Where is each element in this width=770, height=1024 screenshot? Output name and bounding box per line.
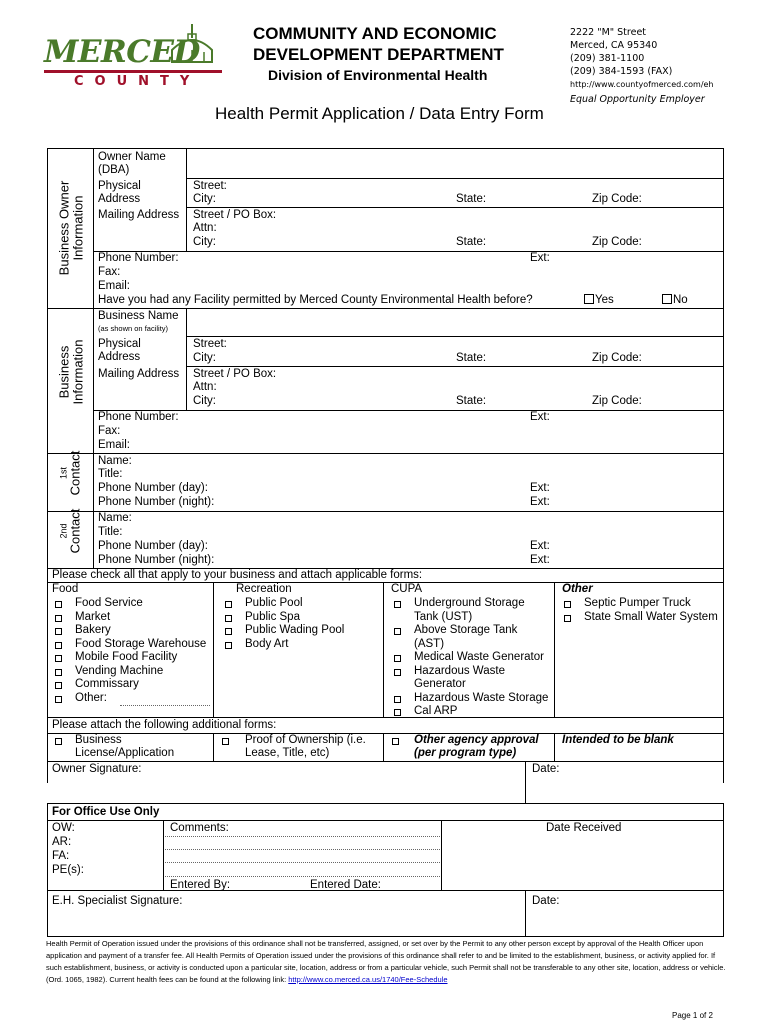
food-item-label: Vending Machine xyxy=(75,664,164,677)
attach-agency-label-1: Other agency approval xyxy=(414,734,539,746)
food-item-checkbox[interactable] xyxy=(55,642,62,649)
owner-phone-label[interactable]: Phone Number: xyxy=(98,252,179,264)
page-number: Page 1 of 2 xyxy=(672,1011,713,1020)
biz-address-label: Address xyxy=(98,351,141,363)
dba-label: (DBA) xyxy=(98,164,130,176)
owner-ext-label[interactable]: Ext: xyxy=(530,252,550,264)
cupa-item-label: Medical Waste Generator xyxy=(414,651,544,663)
attach-business-checkbox[interactable] xyxy=(55,738,62,745)
prior-permit-question: Have you had any Facility permitted by Merced County Environmental Health before? xyxy=(98,294,533,306)
website[interactable]: http://www.countyofmerced.com/eh xyxy=(570,80,714,89)
fax: (209) 384-1593 (FAX) xyxy=(570,66,673,77)
address2: Merced, CA 95340 xyxy=(570,40,658,51)
c1-ext-day-label[interactable]: Ext: xyxy=(530,482,550,494)
biz-street-po-label[interactable]: Street / PO Box: xyxy=(193,368,277,380)
biz-fax-label[interactable]: Fax: xyxy=(98,425,121,437)
cupa-item-checkbox[interactable] xyxy=(394,709,401,716)
food-item-label: Food Service xyxy=(75,597,143,609)
attach-ownership-label-2: Lease, Title, etc) xyxy=(245,747,330,759)
office-ow[interactable]: OW: xyxy=(52,822,75,834)
biz-city-label[interactable]: City: xyxy=(193,352,216,364)
attach-ownership-checkbox[interactable] xyxy=(222,738,229,745)
cupa-item-label: Cal ARP xyxy=(414,705,458,717)
address1: 2222 "M" Street xyxy=(570,27,647,38)
office-title: For Office Use Only xyxy=(52,806,160,818)
owner-attn-label[interactable]: Attn: xyxy=(193,222,217,234)
contact1-side-label: 1st Contact xyxy=(58,450,83,496)
c1-phone-day-label[interactable]: Phone Number (day): xyxy=(98,482,208,494)
specialist-signature[interactable]: E.H. Specialist Signature: xyxy=(52,895,183,907)
form-title: Health Permit Application / Data Entry Form xyxy=(215,104,544,123)
division: Division of Environmental Health xyxy=(268,67,488,83)
office-entered-date[interactable]: Entered Date: xyxy=(310,879,381,891)
cupa-item-label: Hazardous Waste Storage xyxy=(414,691,549,704)
owner-signature-label[interactable]: Owner Signature: xyxy=(52,763,142,775)
food-item-checkbox[interactable] xyxy=(55,615,62,622)
other-item-checkbox[interactable] xyxy=(564,601,571,608)
food-item-label: Market xyxy=(75,610,111,623)
attach-business-label-2: License/Application xyxy=(75,747,175,759)
rec-item-checkbox[interactable] xyxy=(225,601,232,608)
c2-ext-night-label[interactable]: Ext: xyxy=(530,554,550,566)
office-comments[interactable]: Comments: xyxy=(170,822,229,834)
c1-name-label[interactable]: Name: xyxy=(98,455,132,467)
owner-physical-label: Physical xyxy=(98,180,141,192)
biz-phone-label[interactable]: Phone Number: xyxy=(98,411,179,423)
footer-note: Health Permit of Operation issued under the provisions of this ordinance shall not be transferred, assigned, or set over by the Permit to any other person except by approval of the Health Officer upon application and payment of a transfer fee. All Health Permits of Operation issued under the provisions of this ordinance shall refer to and be limited to the establishment, business, or activity applied for. If such establishment, business, or activity is conducted upon a particular site, location, address or from a particular vehicle, such Permit shall not be transferable to any other site, location, address or vehicle. (Ord. 1065, 1982). Current health fees can be found at the following link: http://www.co.merced.ca.us/1740/Fee-Schedule xyxy=(46,939,726,984)
cupa-item-checkbox[interactable] xyxy=(394,601,401,608)
county-logo xyxy=(44,22,224,92)
c1-phone-night-label[interactable]: Phone Number (night): xyxy=(98,496,215,508)
rec-item-checkbox[interactable] xyxy=(225,628,232,635)
rec-item-checkbox[interactable] xyxy=(225,615,232,622)
biz-attn-label[interactable]: Attn: xyxy=(193,381,217,393)
owner-mail-state-label[interactable]: State: xyxy=(456,236,487,248)
office-date-received[interactable]: Date Received xyxy=(546,822,622,834)
yes-checkbox[interactable] xyxy=(584,294,594,304)
owner-fax-label[interactable]: Fax: xyxy=(98,266,121,278)
owner-side-label: Business Owner Information xyxy=(56,180,85,276)
attach-agency-checkbox[interactable] xyxy=(392,738,399,745)
biz-zip-label[interactable]: Zip Code: xyxy=(592,352,642,364)
food-item-checkbox[interactable] xyxy=(55,696,62,703)
c1-title-label[interactable]: Title: xyxy=(98,468,123,480)
as-shown-label: (as shown on facility) xyxy=(98,324,169,333)
fee-schedule-link[interactable]: http://www.co.merced.ca.us/1740/Fee-Schedule xyxy=(288,975,448,984)
food-header: Food xyxy=(52,583,79,595)
address-block xyxy=(570,26,714,106)
eoe: Equal Opportunity Employer xyxy=(570,94,705,105)
owner-city-label[interactable]: City: xyxy=(193,193,216,205)
attach-business-label-1: Business xyxy=(75,734,122,746)
owner-name-label: Owner Name xyxy=(98,151,166,163)
biz-state-label[interactable]: State: xyxy=(456,352,487,364)
biz-mail-zip-label[interactable]: Zip Code: xyxy=(592,395,642,407)
cupa-header: CUPA xyxy=(391,583,423,595)
attach-ownership-label-1: Proof of Ownership (i.e. xyxy=(245,734,366,746)
cupa-item-label: Above Storage Tank xyxy=(414,624,518,636)
biz-ext-label[interactable]: Ext: xyxy=(530,411,550,423)
owner-address-label: Address xyxy=(98,193,141,205)
c2-name-label[interactable]: Name: xyxy=(98,512,132,524)
biz-physical-label: Physical xyxy=(98,338,141,350)
contact2-side-label: 2nd Contact xyxy=(58,508,83,554)
business-side-label: Business Information xyxy=(56,339,85,405)
specialist-date[interactable]: Date: xyxy=(532,895,560,907)
attach-intro: Please attach the following additional forms: xyxy=(52,719,277,731)
owner-mail-zip-label[interactable]: Zip Code: xyxy=(592,236,642,248)
food-item-label: Mobile Food Facility xyxy=(75,651,178,663)
office-entered-by[interactable]: Entered By: xyxy=(170,879,231,891)
other-item-checkbox[interactable] xyxy=(564,615,571,622)
logo-county: COUNTY xyxy=(74,74,201,89)
food-item-checkbox[interactable] xyxy=(55,601,62,608)
c2-ext-day-label[interactable]: Ext: xyxy=(530,540,550,552)
c2-phone-night-label[interactable]: Phone Number (night): xyxy=(98,554,215,566)
biz-street-label[interactable]: Street: xyxy=(193,338,227,350)
cupa-item-label: (AST) xyxy=(414,637,445,650)
rec-item-label: Public Spa xyxy=(245,610,300,623)
cupa-item-checkbox[interactable] xyxy=(394,655,401,662)
owner-date-label[interactable]: Date: xyxy=(532,763,560,775)
office-pe[interactable]: PE(s): xyxy=(52,864,84,876)
food-item-label: Commissary xyxy=(75,678,139,690)
owner-state-label[interactable]: State: xyxy=(456,193,487,205)
yes-option[interactable]: Yes xyxy=(584,294,614,306)
biz-email-label[interactable]: Email: xyxy=(98,439,130,451)
logo-name: MERCED xyxy=(44,34,200,70)
c2-title-label[interactable]: Title: xyxy=(98,526,123,538)
food-item-label: Bakery xyxy=(75,624,111,636)
biz-mailing-label: Mailing Address xyxy=(98,368,180,380)
c2-phone-day-label[interactable]: Phone Number (day): xyxy=(98,540,208,552)
food-item-label: Food Storage Warehouse xyxy=(75,637,207,650)
other-item-label: State Small Water System xyxy=(584,610,718,623)
rec-item-label: Body Art xyxy=(245,637,289,650)
office-ar[interactable]: AR: xyxy=(52,836,72,848)
food-item-checkbox[interactable] xyxy=(55,628,62,635)
owner-mail-city-label[interactable]: City: xyxy=(193,236,216,248)
categories-intro: Please check all that apply to your business and attach applicable forms: xyxy=(52,569,423,581)
rec-item-checkbox[interactable] xyxy=(225,642,232,649)
food-item-label: Other: xyxy=(75,691,107,704)
owner-mailing-label: Mailing Address xyxy=(98,209,180,221)
c1-ext-night-label[interactable]: Ext: xyxy=(530,496,550,508)
dept-line2: DEVELOPMENT DEPARTMENT xyxy=(253,45,504,64)
other-header: Other xyxy=(562,583,593,595)
logo-underline xyxy=(44,70,222,73)
no-checkbox[interactable] xyxy=(662,294,672,304)
owner-street-label[interactable]: Street: xyxy=(193,180,227,192)
cupa-item-label: Generator xyxy=(414,678,466,690)
owner-email-label[interactable]: Email: xyxy=(98,280,130,292)
food-item-checkbox[interactable] xyxy=(55,682,62,689)
biz-mail-city-label[interactable]: City: xyxy=(193,395,216,407)
cupa-item-checkbox[interactable] xyxy=(394,628,401,635)
no-option[interactable]: No xyxy=(662,294,688,306)
attach-agency-label-2: (per program type) xyxy=(414,747,517,759)
office-fa[interactable]: FA: xyxy=(52,850,70,862)
dept-line1: COMMUNITY AND ECONOMIC xyxy=(253,24,497,43)
rec-header: Recreation xyxy=(236,583,292,595)
cupa-item-checkbox[interactable] xyxy=(394,669,401,676)
rec-item-label: Public Pool xyxy=(245,597,303,609)
food-item-checkbox[interactable] xyxy=(55,669,62,676)
attach-blank-label: Intended to be blank xyxy=(562,734,674,746)
other-item-label: Septic Pumper Truck xyxy=(584,597,691,609)
business-name-label: Business Name xyxy=(98,310,179,322)
owner-zip-label[interactable]: Zip Code: xyxy=(592,193,642,205)
cupa-item-label: Tank (UST) xyxy=(414,610,473,623)
food-item-checkbox[interactable] xyxy=(55,655,62,662)
rec-item-label: Public Wading Pool xyxy=(245,624,345,636)
cupa-item-checkbox[interactable] xyxy=(394,696,401,703)
phone: (209) 381-1100 xyxy=(570,53,645,64)
cupa-item-label: Underground Storage xyxy=(414,597,525,609)
cupa-item-label: Hazardous Waste xyxy=(414,664,505,677)
biz-mail-state-label[interactable]: State: xyxy=(456,395,487,407)
owner-street-po-label[interactable]: Street / PO Box: xyxy=(193,209,277,221)
